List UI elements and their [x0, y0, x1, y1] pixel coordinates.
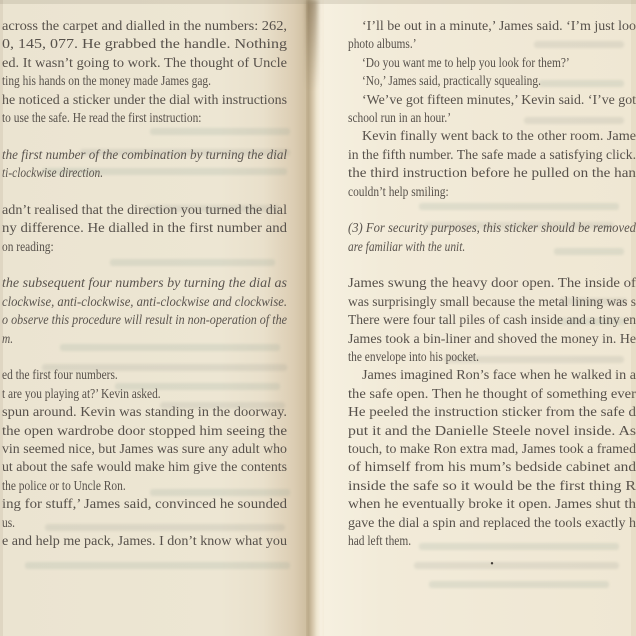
text-line-content: ut about the safe would make him give the contents [2, 459, 287, 475]
text-line-content: inside the safe so it would be the first thing R [348, 477, 636, 493]
text-line [2, 330, 287, 348]
text-line [348, 72, 636, 90]
text-line [2, 146, 287, 164]
text-line-content: ‘No,’ James said, practically squealing. [362, 73, 541, 89]
text-line [2, 109, 287, 127]
text-line [348, 422, 636, 440]
photo-edge-right [631, 0, 636, 636]
text-line [2, 201, 287, 219]
right-page [324, 0, 636, 636]
text-line-content: ny difference. He dialled in the first number and [2, 220, 287, 236]
text-line [348, 477, 636, 495]
text-line-content: James took a bin-liner and shoved the money in. He [348, 330, 636, 346]
text-line-content: vin seemed nice, but James was sure any adult who [2, 440, 287, 456]
text-line-content: clockwise, anti-clockwise, anti-clockwise and clockwise. [2, 293, 287, 309]
text-line-content: us. [2, 514, 16, 530]
text-line [348, 532, 636, 550]
text-line [348, 54, 636, 72]
text-line [348, 219, 636, 237]
text-line-content: He peeled the instruction sticker from the safe d [348, 404, 636, 420]
text-line [348, 495, 636, 513]
blank-line [2, 348, 287, 366]
text-line [348, 17, 636, 35]
text-line [2, 403, 287, 421]
text-line [348, 164, 636, 182]
text-line-content: m. [2, 330, 14, 346]
text-line [348, 293, 636, 311]
text-line-content: the safe open. Then he thought of something ever [348, 385, 636, 401]
text-line [348, 440, 636, 458]
text-line-content: ting his hands on the money made James gag. [2, 73, 211, 89]
text-line-content: when he eventually broke it open. James shut th [348, 496, 636, 512]
text-line [2, 385, 287, 403]
gutter-crease-shadow [306, 0, 318, 90]
text-line-content: the police or to Uncle Ron. [2, 477, 126, 493]
text-line-content: couldn’t help smiling: [348, 183, 449, 199]
show-through-line [25, 562, 290, 569]
text-line-content: 0, 145, 077. He grabbed the handle. Nothing [2, 36, 287, 52]
text-line [348, 127, 636, 145]
blank-line [348, 201, 636, 219]
text-line [348, 91, 636, 109]
text-line [2, 440, 287, 458]
text-line-content: are familiar with the unit. [348, 238, 466, 254]
text-line-content: the envelope into his pocket. [348, 349, 479, 365]
blank-line [2, 183, 287, 201]
text-line [2, 219, 287, 237]
text-line [348, 514, 636, 532]
text-line [2, 17, 287, 35]
right-text-block [348, 17, 636, 575]
text-line-content: adn’t realised that the direction you turned the dial [2, 201, 287, 217]
text-line [2, 274, 287, 292]
text-line-content: the subsequent four numbers by turning the dial as [2, 275, 287, 291]
text-line [2, 293, 287, 311]
text-line-content: the third instruction before he pulled on the han [348, 165, 636, 181]
text-line-content: ed. It wasn’t going to work. The thought of Uncle [2, 54, 287, 70]
text-line-content: gave the dial a spin and replaced the tools exactly h [348, 514, 636, 530]
text-line [348, 238, 636, 256]
text-line-content: across the carpet and dialled in the numbers: 262, [2, 18, 287, 33]
text-line [348, 385, 636, 403]
text-line [2, 72, 287, 90]
text-line [348, 109, 636, 127]
text-line [348, 348, 636, 366]
text-line-content: spun around. Kevin was standing in the doorway. [2, 404, 287, 420]
text-line-content: in the fifth number. The safe made a satisfying click. [348, 146, 636, 162]
text-line-content: t are you playing at?’ Kevin asked. [2, 385, 161, 401]
photo-edge-left [0, 0, 3, 636]
blank-line [2, 256, 287, 274]
text-line [348, 330, 636, 348]
page-gutter [306, 0, 324, 636]
text-line-content: to use the safe. He read the first instruction: [2, 109, 202, 125]
text-line-content: o observe this procedure will result in non-operation of the [2, 312, 287, 328]
text-line-content: on reading: [2, 238, 54, 254]
text-line [2, 35, 287, 53]
text-line-content: photo albums.’ [348, 36, 417, 52]
text-line-content: the open wardrobe door stopped him seeing the [2, 422, 287, 438]
text-line-content: put it and the Danielle Steele novel inside. As [348, 422, 636, 438]
text-line [348, 146, 636, 164]
text-line [348, 183, 636, 201]
text-line-content: ‘We’ve got fifteen minutes,’ Kevin said. ‘I’ve got [362, 91, 636, 107]
text-line [2, 164, 287, 182]
text-line-content: ti-clockwise direction. [2, 165, 104, 181]
text-line [348, 458, 636, 476]
show-through-line [429, 581, 609, 588]
text-line [348, 35, 636, 53]
text-line-content: had left them. [348, 532, 412, 548]
text-line [2, 366, 287, 384]
text-line [2, 54, 287, 72]
text-line [2, 477, 287, 495]
blank-line [2, 127, 287, 145]
text-line [2, 458, 287, 476]
text-line [2, 91, 287, 109]
text-line [348, 366, 636, 384]
text-line-content: of himself from his mum’s bedside cabinet and [348, 459, 636, 475]
scene-break-dot: • [490, 559, 494, 571]
text-line-content: James swung the heavy door open. The inside of [348, 275, 636, 291]
text-line-content: e and help me pack, James. I don’t know what you [2, 532, 287, 548]
text-line-content: There were four tall piles of cash inside and a tiny en [348, 312, 636, 328]
text-line-content: was surprisingly small because the metal lining was s [348, 293, 636, 309]
photo-edge-top [0, 0, 636, 4]
text-line-content: (3) For security purposes, this sticker should be removed [348, 220, 636, 236]
text-line [348, 311, 636, 329]
text-line-content: ing for stuff,’ James said, convinced he sounded [2, 496, 287, 512]
text-line [2, 422, 287, 440]
text-line [2, 514, 287, 532]
left-page [0, 0, 306, 636]
text-line [348, 274, 636, 292]
text-line-content: ed the first four numbers. [2, 367, 118, 383]
text-line-content: ‘I’ll be out in a minute,’ James said. ‘I’m just loo [362, 18, 636, 33]
text-line [2, 311, 287, 329]
text-line [2, 532, 287, 550]
blank-line [348, 256, 636, 274]
text-line [348, 403, 636, 421]
text-line-content: the first number of the combination by turning the dial [2, 146, 287, 162]
text-line-content: ‘Do you want me to help you look for them?’ [362, 54, 570, 70]
text-line-content: Kevin finally went back to the other room. Jame [362, 128, 636, 144]
text-line-content: he noticed a sticker under the dial with instructions [2, 91, 287, 107]
left-text-block [2, 17, 287, 550]
text-line [2, 495, 287, 513]
text-line-content: James imagined Ron’s face when he walked in a [362, 367, 636, 383]
text-line [2, 238, 287, 256]
text-line-content: touch, to make Ron extra mad, James took a framed [348, 440, 636, 456]
text-line-content: school run in an hour.’ [348, 109, 452, 125]
